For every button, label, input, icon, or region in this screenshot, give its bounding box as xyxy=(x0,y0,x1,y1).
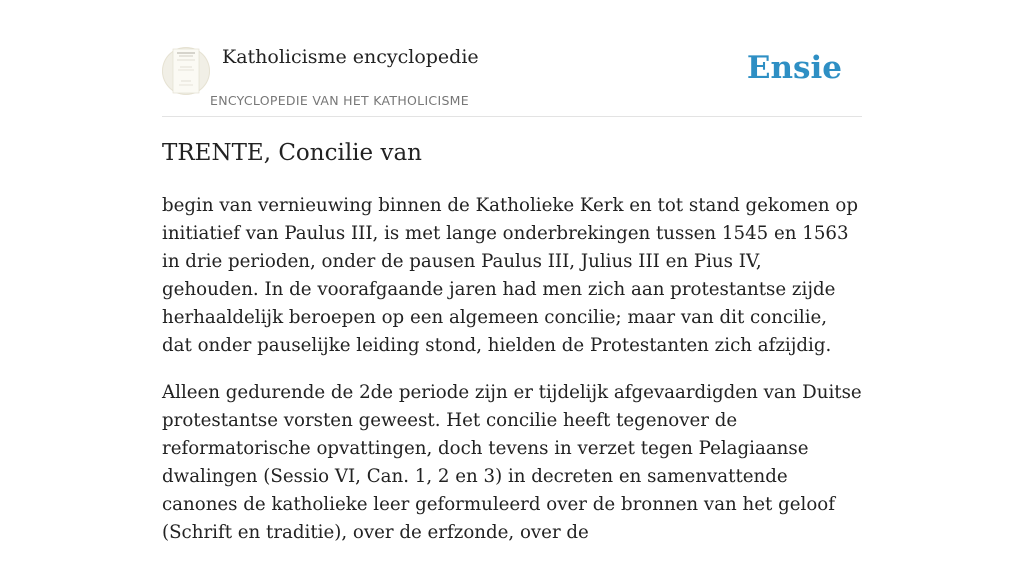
encyclopedia-cover-image[interactable] xyxy=(162,47,210,95)
article-body xyxy=(162,192,862,566)
ensie-logo[interactable]: Ensie xyxy=(746,50,842,86)
article-title: TRENTE, Concilie van xyxy=(162,140,422,166)
article-paragraph: Alleen gedurende de 2de periode zijn er tijdelijk afgevaardigden van Duitse protestantse vorsten geweest. Het concilie heeft tegenover de reformatorische opvattingen, doch tevens in verzet tegen Pelagiaanse dwalingen (Sessio VI, Can. 1, 2 en 3) in decreten en samenvattende canones de katholieke leer geformuleerd over de bronnen van het geloof (Schrift en traditie), over de erfzonde, over de xyxy=(162,382,862,543)
header xyxy=(162,0,862,117)
article-paragraph: begin van vernieuwing binnen de Katholieke Kerk en tot stand gekomen op initiatief van Paulus III, is met lange onderbrekingen tussen 1545 en 1563 in drie perioden, onder de pausen Paulus III, Julius III en Pius IV, gehouden. In de voorafgaande jaren had men zich aan protestantse zijde herhaaldelijk beroepen op een algemeen concilie; maar van dit concilie, dat onder pauselijke leiding stond, hielden de Protestanten zich afzijdig. xyxy=(162,195,858,356)
content-container xyxy=(162,0,862,543)
encyclopedia-subtitle: ENCYCLOPEDIE VAN HET KATHOLICISME xyxy=(210,93,469,108)
encyclopedia-title[interactable]: Katholicisme encyclopedie xyxy=(222,46,479,68)
book-cover-icon xyxy=(162,47,210,95)
